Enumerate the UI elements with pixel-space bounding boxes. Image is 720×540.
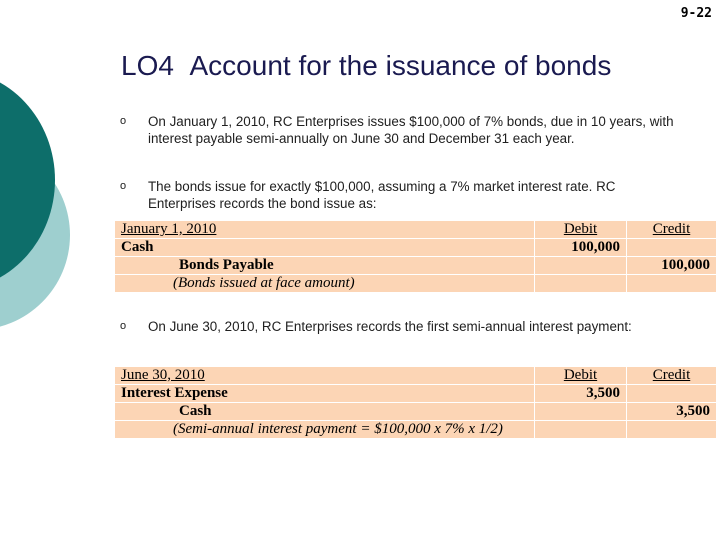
entry-date: June 30, 2010	[121, 367, 205, 383]
credit-account: Cash	[115, 403, 535, 421]
bullet-marker: o	[120, 115, 127, 127]
bullet-text: The bonds issue for exactly $100,000, assuming a 7% market interest rate. RC Enterprises records the bond issue as:	[148, 179, 616, 211]
credit-amount: 100,000	[627, 257, 717, 275]
bullet-text: On June 30, 2010, RC Enterprises records the first semi-annual interest payment:	[148, 319, 632, 334]
credit-amount: 3,500	[627, 403, 717, 421]
bullet-marker: o	[120, 320, 127, 332]
page-number: 9-22	[680, 6, 712, 21]
entry-date: January 1, 2010	[121, 221, 217, 237]
debit-amount: 3,500	[535, 385, 627, 403]
debit-header: Debit	[563, 367, 598, 383]
journal-entry-interest-payment	[114, 366, 717, 439]
bullet-text: On January 1, 2010, RC Enterprises issues $100,000 of 7% bonds, due in 10 years, with interest payable semi-annually on June 30 and December 31 each year.	[148, 114, 674, 146]
credit-account: Bonds Payable	[115, 257, 535, 275]
bullet-marker: o	[120, 180, 127, 192]
debit-account: Interest Expense	[115, 385, 535, 403]
title-text: Account for the issuance of bonds	[189, 50, 612, 81]
debit-header: Debit	[563, 221, 598, 237]
journal-entry-bond-issue	[114, 220, 717, 293]
entry-note: (Bonds issued at face amount)	[115, 275, 535, 293]
decorative-circles	[0, 0, 110, 540]
debit-account: Cash	[115, 239, 535, 257]
slide-title	[121, 50, 611, 82]
entry-note: (Semi-annual interest payment = $100,000 x 7% x 1/2)	[115, 421, 535, 439]
debit-amount: 100,000	[535, 239, 627, 257]
credit-header: Credit	[652, 367, 691, 383]
learning-objective-code: LO4	[121, 50, 174, 81]
credit-header: Credit	[652, 221, 691, 237]
